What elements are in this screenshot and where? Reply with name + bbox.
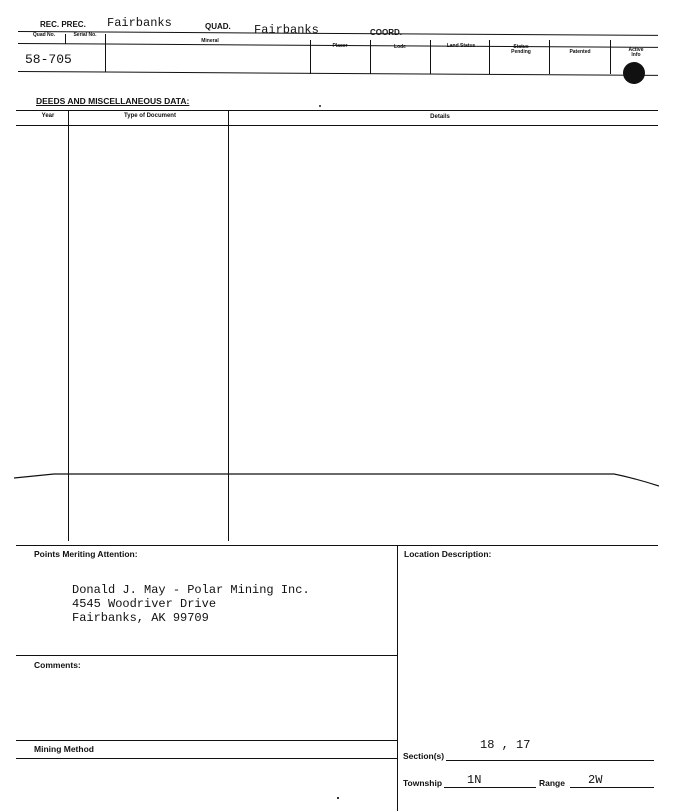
col-serial-no: Serial No. bbox=[73, 32, 97, 38]
hdr-div-1 bbox=[65, 34, 66, 44]
hdr-div-2 bbox=[105, 34, 106, 72]
hdr-div-7 bbox=[549, 40, 550, 74]
header-bottom-line bbox=[18, 71, 658, 76]
township-label: Township bbox=[403, 778, 443, 788]
lower-top-line bbox=[16, 545, 658, 546]
rec-prec-value: Fairbanks bbox=[107, 16, 172, 30]
record-number: 58-705 bbox=[25, 52, 72, 67]
scan-speck bbox=[319, 105, 321, 107]
col-details: Details bbox=[430, 114, 450, 120]
sections-label: Section(s) bbox=[403, 751, 445, 761]
fold-line bbox=[14, 466, 659, 492]
hdr-div-4 bbox=[370, 40, 371, 74]
mining-bottom-line bbox=[16, 758, 397, 759]
hdr-div-6 bbox=[489, 40, 490, 74]
hdr-div-5 bbox=[430, 40, 431, 74]
col-lode: Lode bbox=[394, 44, 406, 50]
quad-value: Fairbanks bbox=[254, 23, 319, 37]
col-type: Type of Document bbox=[124, 113, 176, 119]
sections-underline bbox=[446, 760, 654, 761]
hdr-div-3 bbox=[310, 40, 311, 74]
sections-value: 18 , 17 bbox=[480, 738, 531, 752]
header-top-line bbox=[18, 31, 658, 36]
col-land-status: Land Status bbox=[446, 43, 476, 49]
township-underline bbox=[444, 787, 536, 788]
mining-top-line bbox=[16, 740, 397, 741]
deeds-top-line bbox=[16, 110, 658, 111]
col-status-pending: Status Pending bbox=[511, 44, 531, 55]
coord-label: COORD. bbox=[370, 28, 402, 37]
active-info-dot bbox=[623, 62, 645, 84]
comments-label: Comments: bbox=[34, 660, 81, 670]
range-underline bbox=[570, 787, 654, 788]
scan-speck bbox=[337, 797, 339, 799]
col-placer: Placer bbox=[332, 43, 348, 49]
deeds-header-line bbox=[16, 125, 658, 126]
hdr-div-8 bbox=[610, 40, 611, 74]
col-quad-no: Quad No. bbox=[32, 32, 56, 38]
range-label: Range bbox=[539, 778, 565, 788]
township-value: 1N bbox=[467, 773, 482, 787]
location-label: Location Description: bbox=[404, 549, 492, 559]
points-label: Points Meriting Attention: bbox=[34, 549, 138, 559]
points-line-1: Donald J. May - Polar Mining Inc. bbox=[72, 583, 310, 597]
deeds-title: DEEDS AND MISCELLANEOUS DATA: bbox=[36, 96, 190, 106]
lower-center-div bbox=[397, 545, 398, 811]
col-year: Year bbox=[41, 113, 55, 119]
points-line-3: Fairbanks, AK 99709 bbox=[72, 611, 209, 625]
mining-method-label: Mining Method bbox=[34, 744, 94, 754]
col-active-info: Active Info bbox=[628, 47, 644, 58]
range-value: 2W bbox=[588, 773, 603, 787]
col-mineral: Mineral bbox=[201, 38, 219, 44]
comments-top-line bbox=[16, 655, 397, 656]
rec-prec-label: REC. PREC. bbox=[40, 20, 86, 29]
quad-label: QUAD. bbox=[205, 22, 231, 31]
col-patented: Patented bbox=[569, 49, 591, 55]
points-line-2: 4545 Woodriver Drive bbox=[72, 597, 217, 611]
